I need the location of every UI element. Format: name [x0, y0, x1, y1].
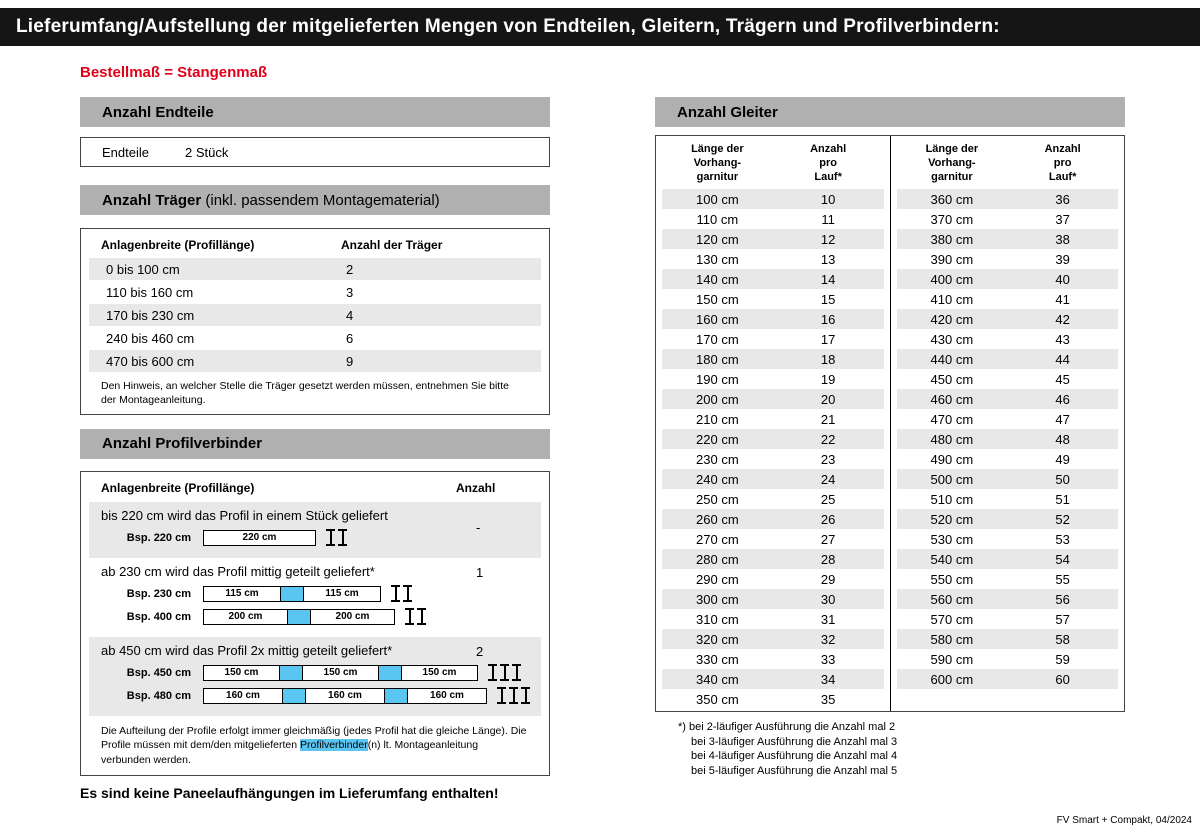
- example-label: Bsp. 480 cm: [126, 689, 191, 702]
- row-count: 42: [1055, 311, 1070, 327]
- row-length: 250 cm: [696, 491, 739, 507]
- col-count-header: [1007, 143, 1118, 184]
- row-count: 39: [1055, 251, 1070, 267]
- row-length: 410 cm: [930, 291, 974, 307]
- header-line: Anzahl: [810, 143, 847, 155]
- profile-segment: 115 cm: [303, 586, 381, 602]
- col-length-header: [662, 143, 773, 184]
- table-row: [662, 269, 884, 289]
- row-length: 320 cm: [696, 631, 739, 647]
- example-label: Bsp. 450 cm: [126, 666, 191, 679]
- table-row: [89, 304, 541, 326]
- row-count: 10: [820, 191, 836, 207]
- table-row: [897, 669, 1119, 689]
- table-row: [897, 569, 1119, 589]
- gleiter-heading: [655, 97, 1125, 127]
- col-count-header: [773, 143, 884, 184]
- footnote-line: *) bei 2-läufiger Ausführung die Anzahl mal 2: [678, 721, 896, 733]
- table-row: [662, 189, 884, 209]
- row-count: 50: [1055, 471, 1070, 487]
- table-row: [662, 289, 884, 309]
- mounting-bracket-icon: [488, 664, 497, 681]
- row-length: 480 cm: [930, 431, 974, 447]
- row-count: 52: [1055, 511, 1070, 527]
- row-range: 240 bis 460 cm: [106, 330, 195, 346]
- row-length: 460 cm: [930, 391, 974, 407]
- row-count: 25: [820, 491, 836, 507]
- endteile-label: Endteile: [102, 144, 149, 160]
- table-row: [662, 629, 884, 649]
- pv-col-width: Anlagenbreite (Profillänge): [101, 480, 255, 495]
- row-count: 3: [346, 284, 354, 300]
- page-title: Lieferumfang/Aufstellung der mitgelieferten Mengen von Endteilen, Gleitern, Trägern und Profilverbindern:: [16, 16, 1000, 37]
- mounting-bracket-icon: [509, 687, 518, 704]
- table-row: [897, 649, 1119, 669]
- table-row: [897, 629, 1119, 649]
- row-count: 9: [346, 353, 354, 369]
- table-row: [897, 389, 1119, 409]
- pv-section-text: ab 450 cm wird das Profil 2x mittig geteilt geliefert*: [101, 642, 393, 658]
- row-count: 16: [820, 311, 836, 327]
- table-row: [662, 349, 884, 369]
- profile-segment: 200 cm: [203, 609, 288, 625]
- no-panel-hangers-note: Es sind keine Paneelaufhängungen im Lieferumfang enthalten!: [80, 785, 499, 802]
- bracket-group: [497, 687, 530, 704]
- header-line: pro: [819, 156, 837, 169]
- table-row: [897, 589, 1119, 609]
- traeger-table: [80, 228, 550, 415]
- row-length: 560 cm: [930, 591, 974, 607]
- row-count: 18: [820, 351, 836, 367]
- traeger-rows: [81, 258, 549, 372]
- gleiter-rows-right: [897, 189, 1119, 689]
- row-count: 53: [1055, 531, 1070, 547]
- row-length: 260 cm: [696, 511, 739, 527]
- mounting-bracket-icon: [500, 664, 509, 681]
- row-count: 45: [1055, 371, 1070, 387]
- row-count: 32: [820, 631, 836, 647]
- col-length-header: [897, 143, 1008, 184]
- row-count: 4: [346, 307, 354, 323]
- row-length: 210 cm: [696, 411, 739, 427]
- table-row: [662, 409, 884, 429]
- profile-segment: 160 cm: [407, 688, 487, 704]
- row-count: 51: [1055, 491, 1070, 507]
- example-label: Bsp. 400 cm: [126, 610, 191, 623]
- row-count: 38: [1055, 231, 1070, 247]
- mounting-bracket-icon: [405, 608, 414, 625]
- table-row: [662, 209, 884, 229]
- row-count: 13: [820, 251, 836, 267]
- row-length: 550 cm: [930, 571, 974, 587]
- row-length: 590 cm: [930, 651, 974, 667]
- traeger-col-width: Anlagenbreite (Profillänge): [101, 238, 255, 252]
- mounting-bracket-icon: [338, 529, 347, 546]
- row-length: 600 cm: [930, 671, 974, 687]
- row-length: 310 cm: [696, 611, 739, 627]
- table-row: [662, 449, 884, 469]
- row-length: 530 cm: [930, 531, 974, 547]
- header-line: Anzahl: [1044, 143, 1081, 155]
- gleiter-rows-left: [662, 189, 884, 709]
- row-count: 59: [1055, 651, 1070, 667]
- bracket-group: [326, 529, 347, 546]
- row-count: 35: [820, 691, 836, 707]
- mounting-bracket-icon: [417, 608, 426, 625]
- profilverbinder-note: [89, 716, 541, 767]
- row-count: 60: [1055, 671, 1070, 687]
- endteile-heading-label: Anzahl Endteile: [102, 103, 214, 121]
- header-line: Lauf*: [1048, 170, 1077, 183]
- table-row: [662, 389, 884, 409]
- profile-connector: [379, 665, 401, 681]
- row-length: 150 cm: [696, 291, 739, 307]
- table-row: [662, 469, 884, 489]
- note-text: (n) lt. Montageanleitung verbunden werden.: [101, 739, 479, 766]
- table-row: [89, 281, 541, 303]
- row-length: 340 cm: [696, 671, 739, 687]
- row-length: 580 cm: [930, 631, 974, 647]
- row-count: 27: [820, 531, 836, 547]
- table-row: [89, 350, 541, 372]
- traeger-heading-rest: (inkl. passendem Montagematerial): [201, 191, 440, 209]
- table-row: [897, 549, 1119, 569]
- table-row: [897, 229, 1119, 249]
- row-count: 29: [820, 571, 836, 587]
- row-count: 22: [820, 431, 836, 447]
- row-length: 180 cm: [696, 351, 739, 367]
- table-row: [897, 409, 1119, 429]
- row-length: 140 cm: [696, 271, 739, 287]
- row-length: 430 cm: [930, 331, 974, 347]
- table-row: [897, 209, 1119, 229]
- profile-connector: [280, 665, 302, 681]
- row-length: 270 cm: [696, 531, 739, 547]
- row-length: 200 cm: [696, 391, 739, 407]
- bracket-group: [405, 608, 426, 625]
- profile-example: [89, 529, 541, 547]
- gleiter-header: [662, 143, 884, 184]
- gleiter-table-right: [890, 136, 1125, 711]
- profile-segment: 160 cm: [203, 688, 283, 704]
- row-count: 21: [820, 411, 836, 427]
- endteile-heading: [80, 97, 550, 127]
- row-count: 24: [820, 471, 836, 487]
- mounting-bracket-icon: [326, 529, 335, 546]
- row-count: 41: [1055, 291, 1070, 307]
- row-length: 300 cm: [696, 591, 739, 607]
- row-length: 130 cm: [696, 251, 739, 267]
- profilverbinder-heading-label: Anzahl Profilverbinder: [102, 435, 263, 453]
- header-line: Länge der: [925, 143, 979, 155]
- row-count: 14: [820, 271, 836, 287]
- profilverbinder-heading: [80, 429, 550, 459]
- example-label: Bsp. 230 cm: [126, 587, 191, 600]
- header-line: garnitur: [696, 170, 739, 183]
- table-row: [897, 429, 1119, 449]
- row-count: 19: [820, 371, 836, 387]
- table-row: [662, 669, 884, 689]
- table-row: [662, 229, 884, 249]
- bracket-group: [488, 664, 521, 681]
- profile-segment: 160 cm: [305, 688, 385, 704]
- header-line: pro: [1053, 156, 1072, 169]
- traeger-heading: [80, 185, 550, 215]
- table-row: [662, 489, 884, 509]
- profile-connector: [288, 609, 310, 625]
- pv-col-count: Anzahl: [456, 480, 496, 495]
- row-range: 170 bis 230 cm: [106, 307, 195, 323]
- gleiter-heading-label: Anzahl Gleiter: [677, 103, 778, 121]
- row-length: 160 cm: [696, 311, 739, 327]
- row-length: 110 cm: [696, 211, 739, 227]
- table-row: [897, 309, 1119, 329]
- row-length: 190 cm: [696, 371, 739, 387]
- profile-segment: 150 cm: [203, 665, 280, 681]
- profile-connector: [281, 586, 303, 602]
- table-row: [897, 369, 1119, 389]
- footnote-line: bei 5-läufiger Ausführung die Anzahl mal 5: [691, 764, 898, 777]
- profilverbinder-table: [80, 471, 550, 776]
- profile-connector: [385, 688, 407, 704]
- right-column: [655, 97, 1125, 778]
- row-length: 360 cm: [930, 191, 974, 207]
- row-count: 54: [1055, 551, 1070, 567]
- table-row: [662, 429, 884, 449]
- pv-section-count: 1: [476, 564, 484, 580]
- row-length: 290 cm: [696, 571, 739, 587]
- left-column: [80, 97, 550, 801]
- table-row: [897, 489, 1119, 509]
- profile-example: [89, 608, 541, 626]
- header-line: Lauf*: [814, 170, 842, 183]
- row-count: 43: [1055, 331, 1070, 347]
- row-count: 26: [820, 511, 836, 527]
- pv-section-from-450: [89, 637, 541, 716]
- row-length: 490 cm: [930, 451, 974, 467]
- row-count: 15: [820, 291, 836, 307]
- profile-example: [89, 664, 541, 682]
- bracket-group: [391, 585, 412, 602]
- gleiter-table: [655, 135, 1125, 712]
- gleiter-header: [897, 143, 1119, 184]
- table-row: [897, 329, 1119, 349]
- table-row: [662, 569, 884, 589]
- row-count: 36: [1055, 191, 1070, 207]
- pv-section-up-to-220: [89, 502, 541, 558]
- row-length: 170 cm: [696, 331, 739, 347]
- table-row: [897, 289, 1119, 309]
- row-length: 510 cm: [930, 491, 974, 507]
- pv-section-text: ab 230 cm wird das Profil mittig geteilt geliefert*: [101, 563, 375, 579]
- row-count: 49: [1055, 451, 1070, 467]
- table-row: [662, 309, 884, 329]
- row-count: 55: [1055, 571, 1070, 587]
- mounting-bracket-icon: [497, 687, 506, 704]
- profile-segment: 200 cm: [310, 609, 395, 625]
- table-row: [662, 689, 884, 709]
- table-row: [89, 327, 541, 349]
- page-header: [0, 8, 1200, 46]
- footnote-line: bei 3-läufiger Ausführung die Anzahl mal 3: [691, 735, 898, 748]
- pv-section-text: bis 220 cm wird das Profil in einem Stück geliefert: [101, 507, 388, 523]
- mounting-bracket-icon: [391, 585, 400, 602]
- row-length: 240 cm: [696, 471, 739, 487]
- gleiter-footnotes: [655, 720, 1125, 778]
- row-count: 48: [1055, 431, 1070, 447]
- row-length: 100 cm: [696, 191, 739, 207]
- row-length: 500 cm: [930, 471, 974, 487]
- row-length: 470 cm: [930, 411, 974, 427]
- table-row: [897, 509, 1119, 529]
- note-text: Die Aufteilung der Profile erfolgt immer gleichmäßig (jedes Profil hat die gleiche Länge). Die Profile müssen mit dem/den mitgelieferten: [101, 724, 527, 752]
- row-length: 420 cm: [930, 311, 974, 327]
- row-length: 280 cm: [696, 551, 739, 567]
- row-length: 220 cm: [696, 431, 739, 447]
- table-row: [897, 349, 1119, 369]
- row-length: 370 cm: [930, 211, 974, 227]
- table-row: [897, 529, 1119, 549]
- header-line: Länge der: [691, 143, 744, 155]
- table-row: [662, 369, 884, 389]
- profile-segment: 150 cm: [401, 665, 478, 681]
- row-length: 330 cm: [696, 651, 739, 667]
- table-row: [897, 249, 1119, 269]
- header-line: Vorhang-: [928, 156, 976, 169]
- table-row: [662, 609, 884, 629]
- table-row: [662, 329, 884, 349]
- mounting-bracket-icon: [521, 687, 530, 704]
- row-range: 0 bis 100 cm: [106, 261, 180, 277]
- document-footer: FV Smart + Compakt, 04/2024: [1056, 815, 1192, 826]
- table-row: [897, 609, 1119, 629]
- table-row: [662, 509, 884, 529]
- table-row: [662, 649, 884, 669]
- row-count: 28: [820, 551, 836, 567]
- table-row: [897, 469, 1119, 489]
- pv-section-from-230: [89, 558, 541, 637]
- row-length: 350 cm: [696, 691, 739, 707]
- profile-segment: 150 cm: [302, 665, 379, 681]
- row-length: 440 cm: [930, 351, 974, 367]
- row-length: 450 cm: [930, 371, 974, 387]
- row-count: 40: [1055, 271, 1070, 287]
- row-count: 56: [1055, 591, 1070, 607]
- row-length: 380 cm: [930, 231, 974, 247]
- row-count: 30: [820, 591, 836, 607]
- order-size-note: Bestellmaß = Stangenmaß: [80, 64, 268, 81]
- row-count: 37: [1055, 211, 1070, 227]
- example-label: Bsp. 220 cm: [126, 531, 191, 544]
- note-highlight: Profilverbinder: [300, 739, 368, 752]
- row-count: 11: [821, 211, 835, 227]
- row-count: 23: [820, 451, 836, 467]
- traeger-col-count: Anzahl der Träger: [341, 238, 443, 252]
- row-length: 390 cm: [930, 251, 974, 267]
- row-count: 44: [1055, 351, 1070, 367]
- endteile-value: 2 Stück: [185, 144, 229, 160]
- gleiter-table-left: [656, 136, 890, 711]
- table-row: [89, 258, 541, 280]
- row-length: 230 cm: [696, 451, 739, 467]
- pv-section-count: 2: [476, 643, 484, 659]
- row-count: 2: [346, 261, 354, 277]
- profile-segment: 115 cm: [203, 586, 281, 602]
- traeger-table-header: [81, 235, 549, 258]
- profilverbinder-table-header: [89, 478, 541, 502]
- pv-section-count: -: [476, 519, 481, 535]
- endteile-box: [80, 137, 550, 167]
- row-length: 570 cm: [930, 611, 974, 627]
- row-count: 34: [820, 671, 836, 687]
- header-line: garnitur: [931, 170, 973, 183]
- row-length: 120 cm: [696, 231, 739, 247]
- profile-segment: 220 cm: [203, 530, 316, 546]
- mounting-bracket-icon: [403, 585, 412, 602]
- row-count: 33: [820, 651, 836, 667]
- row-count: 31: [820, 611, 836, 627]
- row-count: 6: [346, 330, 354, 346]
- table-row: [897, 449, 1119, 469]
- row-count: 46: [1055, 391, 1070, 407]
- row-count: 12: [820, 231, 836, 247]
- row-length: 520 cm: [930, 511, 974, 527]
- table-row: [897, 189, 1119, 209]
- row-length: 400 cm: [930, 271, 974, 287]
- profile-connector: [283, 688, 305, 704]
- table-row: [662, 249, 884, 269]
- row-count: 17: [820, 331, 836, 347]
- table-row: [662, 529, 884, 549]
- table-row: [897, 269, 1119, 289]
- table-row: [662, 549, 884, 569]
- row-count: 57: [1055, 611, 1070, 627]
- traeger-note: Den Hinweis, an welcher Stelle die Träger gesetzt werden müssen, entnehmen Sie bitte der Montageanleitung.: [101, 380, 509, 406]
- row-count: 58: [1055, 631, 1070, 647]
- profile-example: [89, 687, 541, 705]
- header-line: Vorhang-: [693, 156, 742, 169]
- row-count: 47: [1055, 411, 1070, 427]
- row-length: 540 cm: [930, 551, 974, 567]
- mounting-bracket-icon: [512, 664, 521, 681]
- traeger-heading-bold: Anzahl Träger: [102, 191, 202, 209]
- row-count: 20: [820, 391, 836, 407]
- row-range: 110 bis 160 cm: [106, 284, 194, 300]
- table-row: [662, 589, 884, 609]
- footnote-line: bei 4-läufiger Ausführung die Anzahl mal 4: [691, 750, 898, 763]
- row-range: 470 bis 600 cm: [106, 353, 195, 369]
- profile-example: [89, 585, 541, 603]
